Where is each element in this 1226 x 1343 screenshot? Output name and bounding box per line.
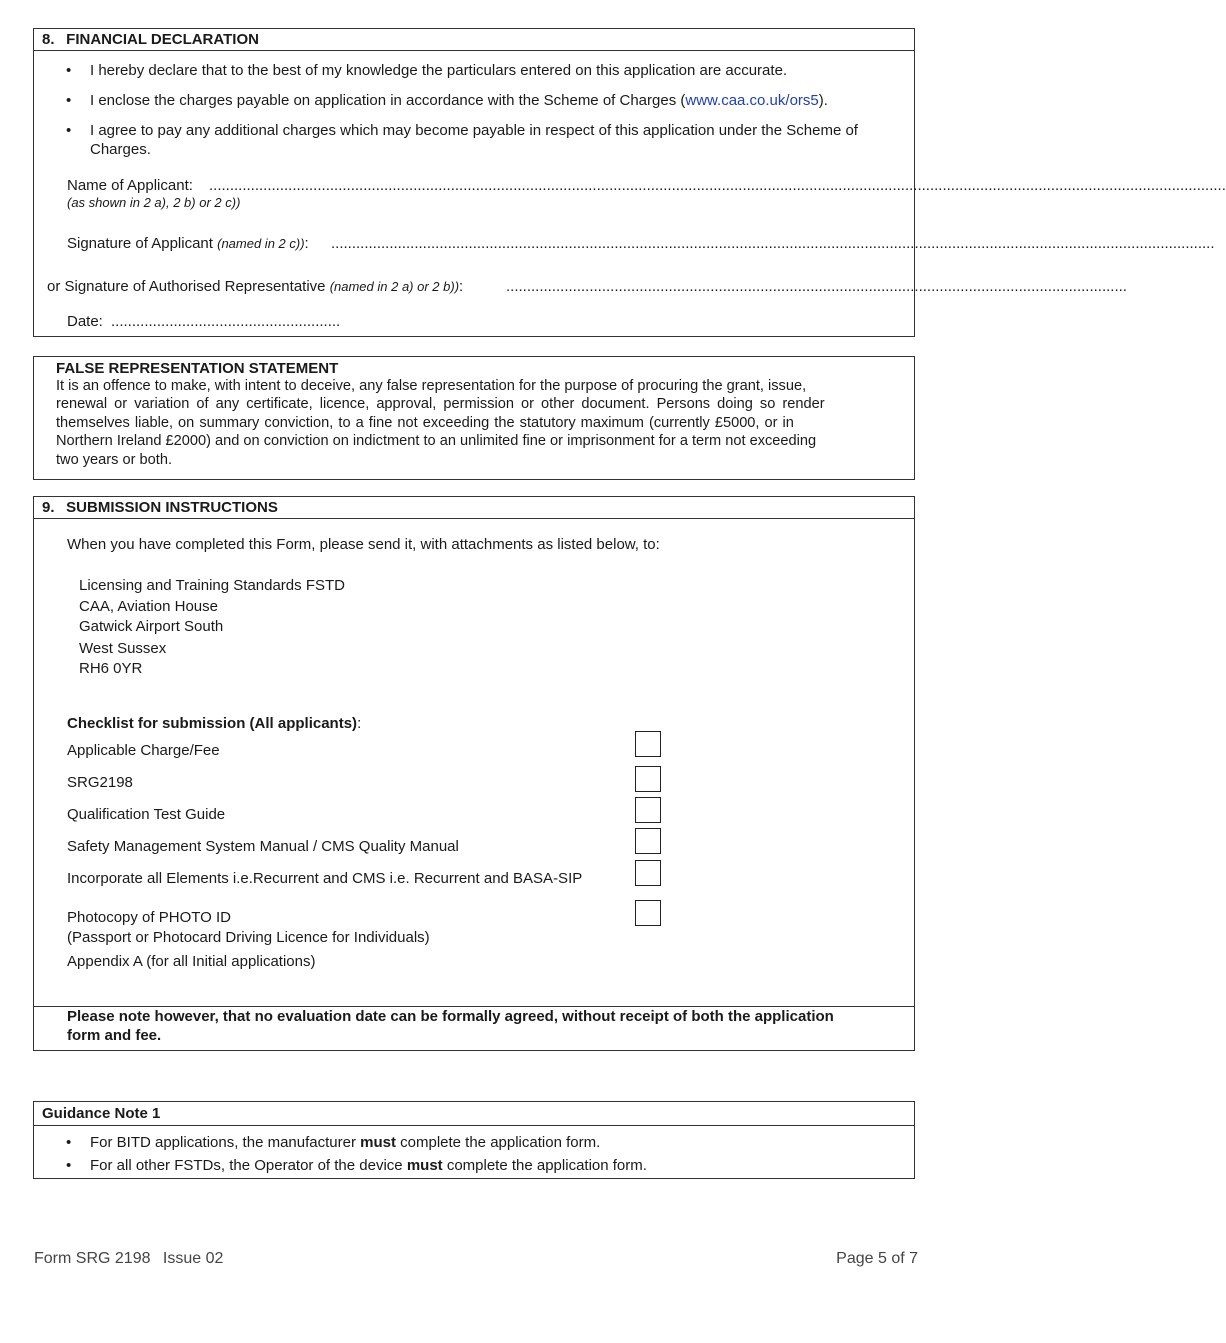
checklist-item-label: Photocopy of PHOTO ID (67, 909, 231, 926)
declaration-additional-charges-text: I agree to pay any additional charges which may become payable in respect of this application under the Scheme of (90, 122, 858, 139)
form-reference: Form SRG 2198 Issue 02 (34, 1250, 224, 1267)
false-representation-line: two years or both. (56, 452, 172, 468)
false-representation-section (33, 356, 915, 480)
signature-of-applicant-label: Signature of Applicant (named in 2 c)): (67, 235, 309, 252)
guidance-note-heading: Guidance Note 1 (34, 1102, 914, 1126)
checklist-checkbox-srg2198[interactable] (635, 766, 661, 792)
divider (34, 1006, 914, 1007)
date-label: Date: (67, 313, 103, 330)
checklist-checkbox-photo-id[interactable] (635, 900, 661, 926)
false-representation-line: It is an offence to make, with intent to deceive, any false representation for the purpose of procuring the grant, issue, (56, 378, 807, 394)
checklist-item-label: SRG2198 (67, 774, 133, 791)
address-line: Licensing and Training Standards FSTD (79, 577, 345, 594)
declaration-charges-text: I enclose the charges payable on application in accordance with the Scheme of Charges (www.caa.co.uk/ors5). (90, 92, 828, 109)
submission-instructions-section (33, 496, 915, 1051)
checklist-item-label: Applicable Charge/Fee (67, 742, 220, 759)
checklist-title: Checklist for submission (All applicants): (67, 715, 362, 732)
false-representation-line: renewal or variation of any certificate, licence, approval, permission or other document. Persons doing so render (56, 396, 825, 412)
submission-note-line: Please note however, that no evaluation date can be formally agreed, without receipt of both the application (67, 1008, 834, 1025)
address-line: CAA, Aviation House (79, 598, 218, 615)
page-number: Page 5 of 7 (836, 1250, 918, 1267)
false-representation-line: themselves liable, on summary conviction, to a fine not exceeding the statutory maximum (currently £5000, or in (56, 415, 794, 431)
submission-instructions-heading: 9. SUBMISSION INSTRUCTIONS (34, 497, 914, 519)
guidance-note-section (33, 1101, 915, 1179)
declaration-additional-charges-text-cont: Charges. (90, 141, 151, 158)
checklist-checkbox-charge-fee[interactable] (635, 731, 661, 757)
address-line: West Sussex (79, 640, 167, 657)
checklist-checkbox-elements[interactable] (635, 860, 661, 886)
checklist-item-label: Appendix A (for all Initial applications) (67, 953, 316, 970)
false-representation-title: FALSE REPRESENTATION STATEMENT (56, 360, 339, 377)
checklist-checkbox-sms-manual[interactable] (635, 828, 661, 854)
submission-note-line: form and fee. (67, 1027, 162, 1044)
guidance-bullet-other-fstd: For all other FSTDs, the Operator of the device must complete the application form. (90, 1157, 647, 1174)
declaration-accurate-text: I hereby declare that to the best of my knowledge the particulars entered on this application are accurate. (90, 62, 788, 79)
checklist-item-sublabel: (Passport or Photocard Driving Licence for Individuals) (67, 929, 430, 946)
address-line: Gatwick Airport South (79, 618, 224, 635)
checklist-checkbox-qtg[interactable] (635, 797, 661, 823)
name-of-applicant-hint: (as shown in 2 a), 2 b) or 2 c)) (67, 195, 241, 210)
authorised-representative-field[interactable]: ..................................................................................................................................................... (506, 278, 1127, 295)
date-field[interactable]: ....................................................... (111, 313, 341, 330)
name-of-applicant-label: Name of Applicant: (67, 177, 193, 194)
financial-declaration-heading: 8. FINANCIAL DECLARATION (34, 29, 914, 51)
submission-intro-text: When you have completed this Form, please send it, with attachments as listed below, to: (67, 536, 660, 553)
false-representation-line: Northern Ireland £2000) and on conviction on indictment to an unlimited fine or imprisonment for a term not exceeding (56, 433, 817, 449)
bullet-icon: • (66, 62, 72, 79)
signature-of-applicant-field[interactable]: .................................................................................................................................................................................................................... (331, 235, 1215, 252)
checklist-item-label: Qualification Test Guide (67, 806, 226, 823)
checklist-item-label: Safety Management System Manual / CMS Quality Manual (67, 838, 459, 855)
name-of-applicant-field[interactable]: .................................................................................................................................................................................................................................................... (209, 177, 1226, 194)
bullet-icon: • (66, 1157, 72, 1174)
financial-declaration-section (33, 28, 1226, 337)
address-line: RH6 0YR (79, 660, 143, 677)
bullet-icon: • (66, 122, 72, 139)
authorised-representative-label: or Signature of Authorised Representative (named in 2 a) or 2 b)): (47, 278, 464, 295)
scheme-of-charges-link[interactable]: www.caa.co.uk/ors5 (685, 92, 819, 109)
guidance-bullet-bitd: For BITD applications, the manufacturer must complete the application form. (90, 1134, 601, 1151)
bullet-icon: • (66, 92, 72, 109)
bullet-icon: • (66, 1134, 72, 1151)
checklist-item-label: Incorporate all Elements i.e.Recurrent and CMS i.e. Recurrent and BASA-SIP (67, 870, 583, 887)
